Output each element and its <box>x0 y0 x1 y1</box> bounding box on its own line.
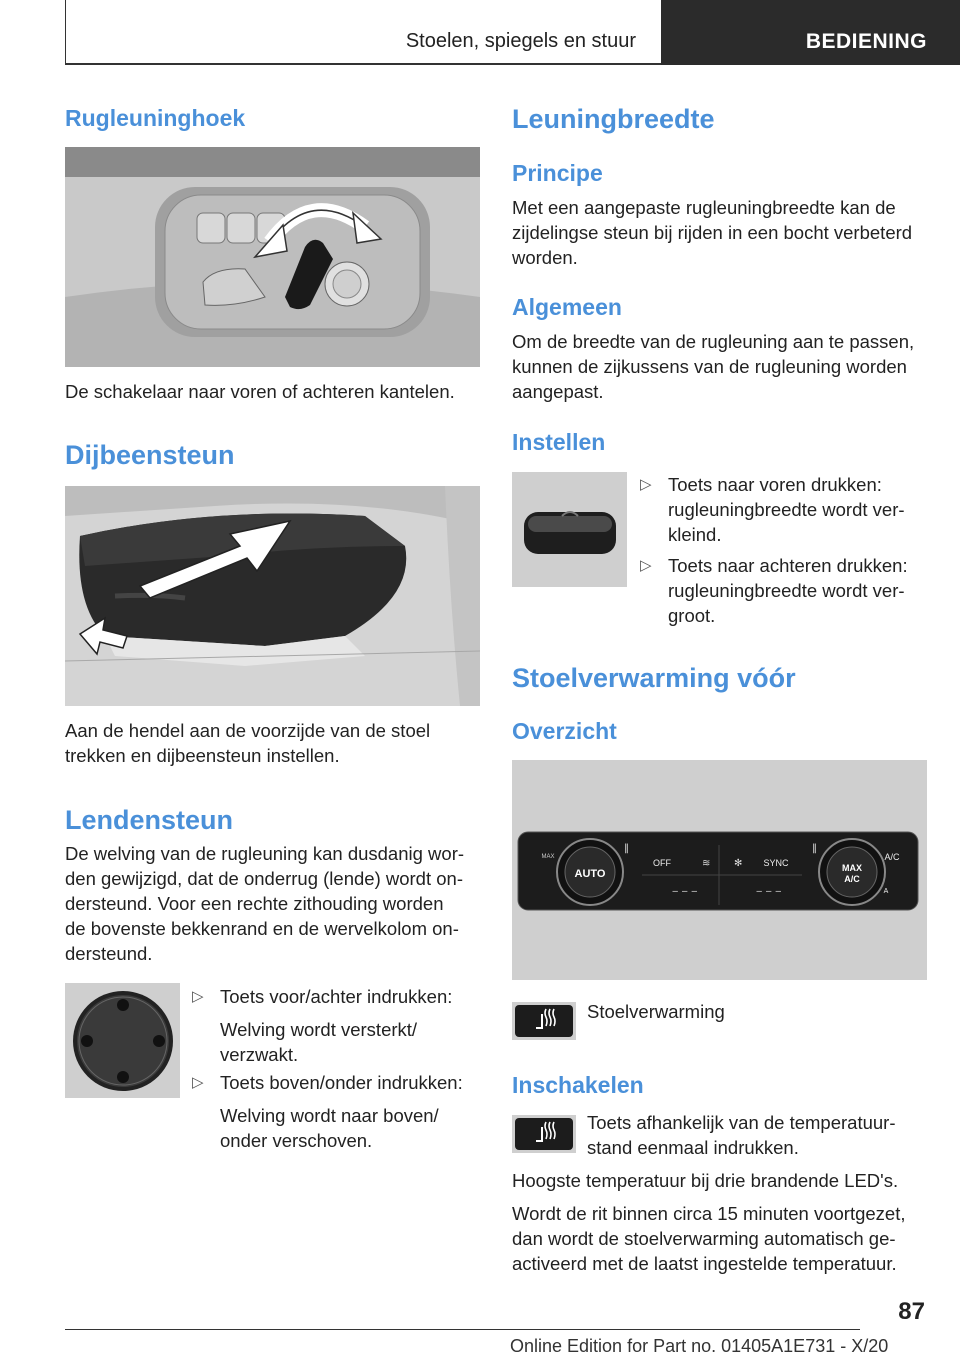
body-principe-line-3: worden. <box>512 247 578 268</box>
header-rule <box>65 63 661 65</box>
svg-text:‖: ‖ <box>624 843 629 854</box>
body-algemeen-line-3: aangepast. <box>512 381 604 402</box>
caption-dijbeensteun-line-1: Aan de hendel aan de voorzijde van de stoel <box>65 720 431 741</box>
body-lendensteun-line-1: De welving van de rugleuning kan dusdanig wor- <box>65 843 465 864</box>
body-inschakelen-line-2: stand eenmaal indrukken. <box>587 1137 799 1158</box>
heading-leuningbreedte: Leuningbreedte <box>512 104 715 134</box>
image-thigh-support <box>65 486 480 706</box>
panel-max-small-label: MAX <box>541 854 555 860</box>
body-lendensteun <box>65 841 464 966</box>
heading-rugleuninghoek: Rugleuninghoek <box>65 105 246 131</box>
header-left-rule <box>65 0 66 64</box>
heading-principe: Principe <box>512 160 603 186</box>
body-principe <box>512 195 912 270</box>
heading-lendensteun: Lendensteun <box>65 805 234 835</box>
body-principe-line-1: Met een aangepaste rugleuningbreedte kan de <box>512 197 896 218</box>
triangle-bullet-icon: ▷ <box>640 557 652 574</box>
header-section-title: Stoelen, spiegels en stuur <box>405 30 636 52</box>
caption-dijbeensteun <box>65 718 430 768</box>
seat-heating-icon <box>512 1002 576 1040</box>
header-tab-label: BEDIENING <box>805 30 927 53</box>
body-lendensteun-line-3: dersteund. Voor een rechte zithouding worden <box>65 893 444 914</box>
body-rit-line-3: activeerd met de laatst ingestelde temperatuur. <box>512 1253 897 1274</box>
heading-instellen: Instellen <box>512 429 606 455</box>
body-inschakelen-line-1: Toets afhankelijk van de temperatuur- <box>587 1112 896 1133</box>
lendensteun-bullet-1-line-2: Welving wordt versterkt/ <box>220 1019 418 1040</box>
triangle-bullet-icon: ▷ <box>640 476 652 493</box>
instellen-bullet-1-line-1: Toets naar voren drukken: <box>668 474 882 495</box>
svg-text:‖: ‖ <box>812 843 817 854</box>
instellen-bullet-1-line-3: kleind. <box>668 524 722 545</box>
body-rit-line-1: Wordt de rit binnen circa 15 minuten voortgezet, <box>512 1203 906 1224</box>
instellen-bullet-2-line-3: groot. <box>668 605 716 626</box>
heading-algemeen: Algemeen <box>512 294 622 320</box>
heading-stoelverwarming: Stoelverwarming vóór <box>512 663 796 693</box>
lendensteun-bullet-2-line-1: Toets boven/onder indrukken: <box>220 1072 463 1093</box>
footer-edition: Online Edition for Part no. 01405A1E731 - X/20 <box>510 1336 889 1356</box>
triangle-bullet-icon: ▷ <box>192 1074 204 1091</box>
body-rit-voortgezet <box>512 1201 906 1276</box>
panel-max-label: MAX <box>842 863 862 873</box>
svg-text:✻: ✻ <box>734 858 743 869</box>
svg-text:‒ ‒ ‒: ‒ ‒ ‒ <box>756 886 782 897</box>
body-hoogste-temperatuur: Hoogste temperatuur bij drie brandende LED's. <box>512 1170 899 1191</box>
body-rit-line-2: dan wordt de stoelverwarming automatisch ge- <box>512 1228 896 1249</box>
seat-heating-icon <box>512 1115 576 1153</box>
svg-text:≋: ≋ <box>702 858 711 869</box>
svg-text:‒ ‒ ‒: ‒ ‒ ‒ <box>672 886 698 897</box>
heading-inschakelen: Inschakelen <box>512 1072 644 1098</box>
image-backrest-switch <box>65 147 480 367</box>
instellen-bullet-1-line-2: rugleuningbreedte wordt ver- <box>668 499 905 520</box>
label-stoelverwarming: Stoelverwarming <box>587 1001 725 1022</box>
body-algemeen-line-1: Om de breedte van de rugleuning aan te passen, <box>512 331 915 352</box>
body-principe-line-2: zijdelingse steun bij rijden in een bocht verbeterd <box>512 222 913 243</box>
header-tab <box>661 0 960 65</box>
instellen-bullet-2-line-1: Toets naar achteren drukken: <box>668 555 908 576</box>
body-algemeen-line-2: kunnen de zijkussens van de rugleuning worden <box>512 356 907 377</box>
panel-off-label: OFF <box>653 858 671 868</box>
panel-a-label: A <box>883 888 889 895</box>
body-inschakelen <box>587 1110 896 1160</box>
lendensteun-bullet-1-line-3: verzwakt. <box>220 1044 299 1065</box>
lendensteun-bullet-2-line-3: onder verschoven. <box>220 1130 373 1151</box>
caption-dijbeensteun-line-2: trekken en dijbeensteun instellen. <box>65 745 340 766</box>
image-width-button <box>512 472 627 587</box>
lendensteun-bullet-1-line-1: Toets voor/achter indrukken: <box>220 986 453 1007</box>
body-lendensteun-line-2: den gewijzigd, dat de onderrug (lende) wordt on- <box>65 868 463 889</box>
panel-auto-label: AUTO <box>574 868 606 880</box>
image-climate-panel <box>512 760 927 980</box>
footer-rule <box>65 1329 860 1330</box>
instellen-bullet-2-line-2: rugleuningbreedte wordt ver- <box>668 580 905 601</box>
heading-dijbeensteun: Dijbeensteun <box>65 440 235 470</box>
panel-ac-label: A/C <box>884 852 900 862</box>
body-lendensteun-line-5: dersteund. <box>65 943 153 964</box>
triangle-bullet-icon: ▷ <box>192 988 204 1005</box>
caption-rugleuninghoek: De schakelaar naar voren of achteren kantelen. <box>65 381 455 402</box>
body-algemeen <box>512 329 914 404</box>
panel-sync-label: SYNC <box>763 858 789 868</box>
panel-max-ac-label: A/C <box>844 874 860 884</box>
image-lumbar-control <box>65 983 180 1098</box>
body-lendensteun-line-4: de bovenste bekkenrand en de wervelkolom on- <box>65 918 459 939</box>
heading-overzicht: Overzicht <box>512 718 617 744</box>
lendensteun-bullet-2-line-2: Welving wordt naar boven/ <box>220 1105 439 1126</box>
page-number: 87 <box>898 1298 925 1325</box>
